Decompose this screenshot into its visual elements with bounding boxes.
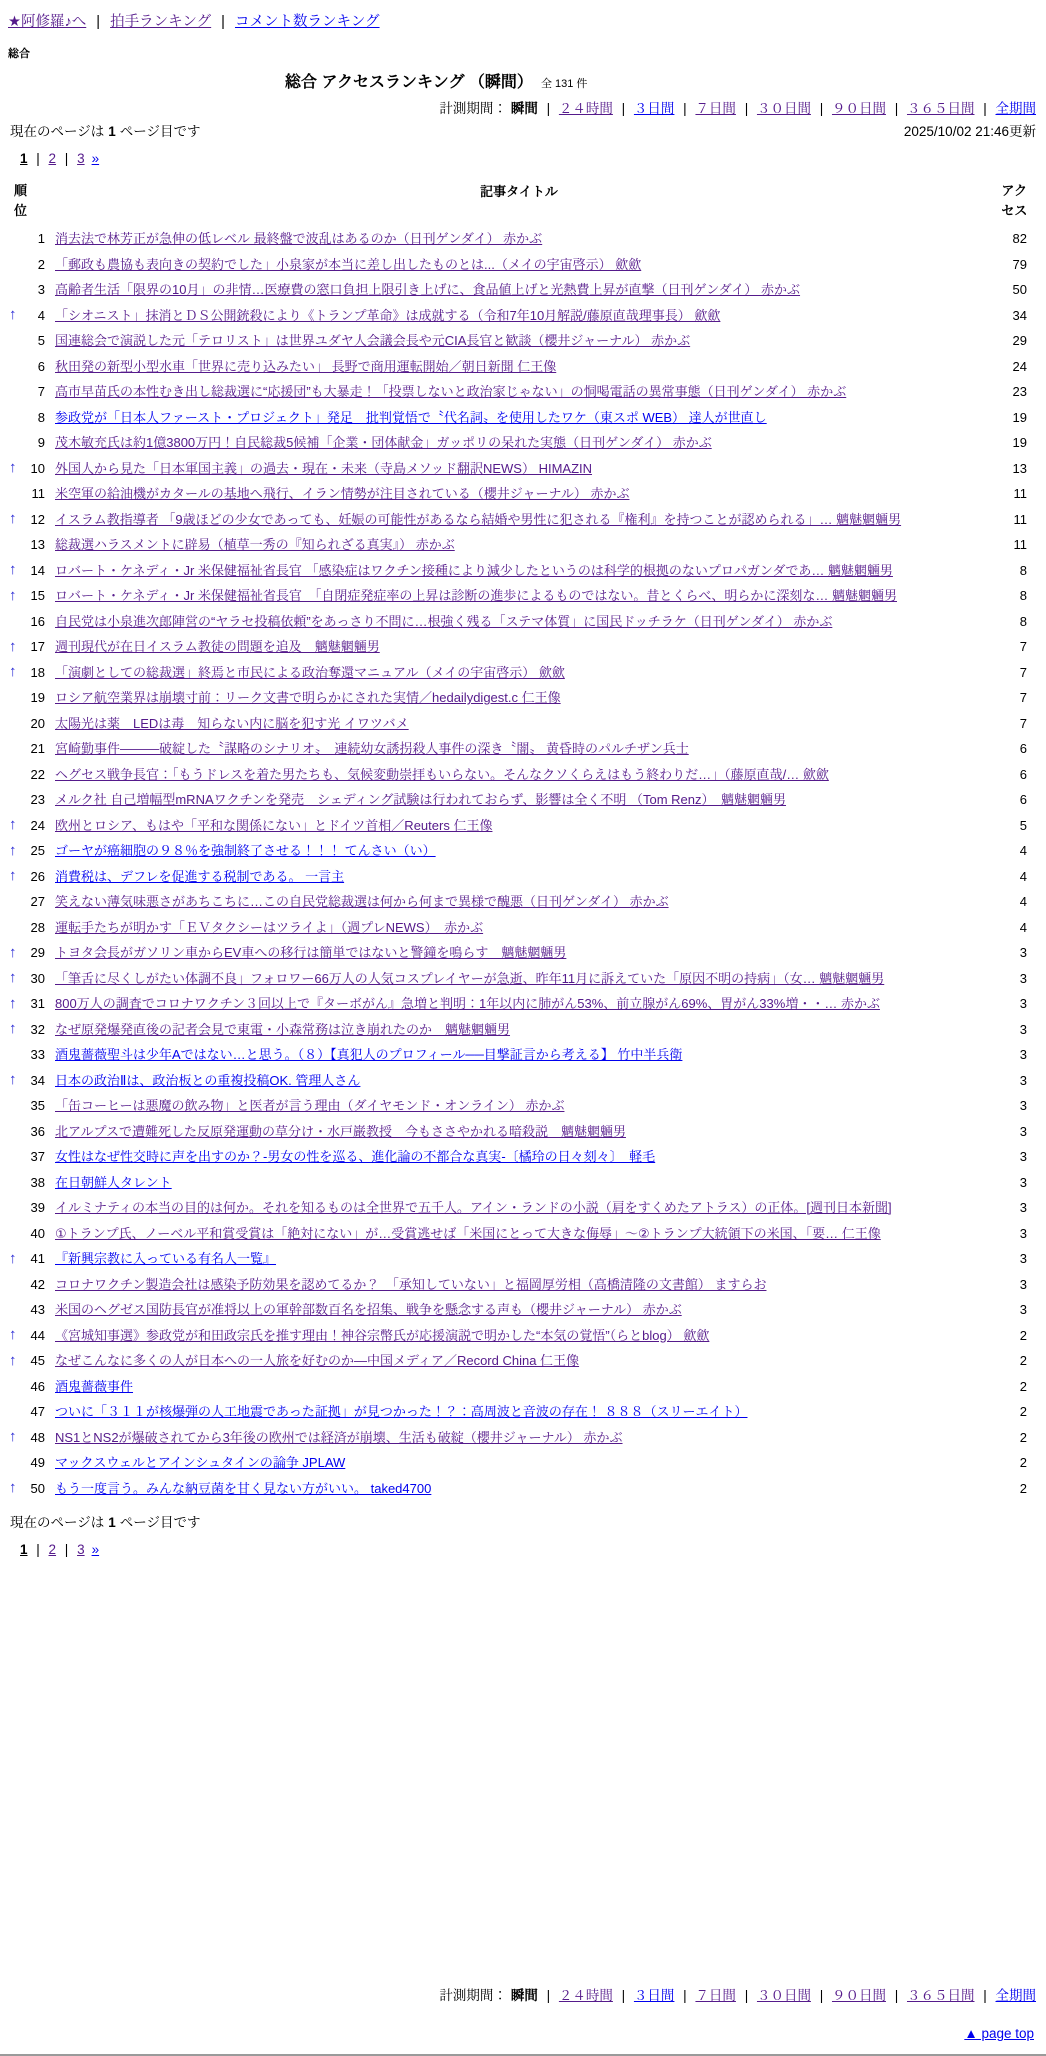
access-count: 3 xyxy=(1019,1200,1027,1216)
separator: | xyxy=(890,1988,902,2003)
rank-up-icon: ↑ xyxy=(9,969,17,987)
page-info-suffix: ページ目です xyxy=(119,124,201,139)
access-count: 3 xyxy=(1019,970,1027,986)
page-title xyxy=(285,69,1038,92)
table-row xyxy=(8,303,1038,329)
rank-number: 50 xyxy=(30,1480,45,1496)
separator: | xyxy=(61,1542,73,1557)
article-link[interactable]: ヘグセス戦争長官：「もうドレスを着た男たちも、気候変動崇拝もいらない。そんなクソくらえはもう終わりだ…」（藤原直哉/… 歛歛 xyxy=(55,766,829,782)
rank-number: 38 xyxy=(30,1174,45,1190)
article-link[interactable]: マックスウェルとアインシュタインの論争 JPLAW xyxy=(55,1455,346,1470)
rank-up-icon: ↑ xyxy=(9,459,17,477)
separator: | xyxy=(32,151,44,166)
rank-number: 9 xyxy=(37,435,45,451)
access-count: 29 xyxy=(1012,333,1027,349)
article-link[interactable]: 「筆舌に尽くしがたい体調不良」フォロワー66万人の人気コスプレイヤーが急逝、昨年11月に訴えていた「原因不明の持病」（女… 魑魅魍魎男 xyxy=(55,970,885,986)
article-link[interactable]: 高市早苗氏の本性むき出し総裁選に“応援団”も大暴走！「投票しないと政治家じゃない」の恫喝電話の異常事態（日刊ゲンダイ） 赤かぶ xyxy=(55,384,847,399)
access-count: 19 xyxy=(1012,409,1027,425)
table-header-row xyxy=(8,178,1038,226)
article-link[interactable]: 欧州とロシア、もはや「平和な関係にない」とドイツ首相／Reuters 仁王像 xyxy=(55,817,493,833)
rank-number: 29 xyxy=(30,945,45,961)
rank-number: 15 xyxy=(30,588,45,604)
table-row xyxy=(8,379,1038,405)
article-link[interactable]: ついに「３１１が核爆弾の人工地震であった証拠」が見つかった！？：高周波と音波の存在！ ８８８（スリーエイト） xyxy=(55,1404,748,1419)
article-link[interactable]: 「演劇としての総裁選」終焉と市民による政治奪還マニュアル（メイの宇宙啓示） 歛歛 xyxy=(55,664,565,680)
access-count: 19 xyxy=(1012,435,1027,451)
separator: | xyxy=(542,1988,554,2003)
rank-number: 41 xyxy=(30,1251,45,1267)
access-count: 3 xyxy=(1019,1225,1027,1241)
article-link[interactable]: 茂木敏充氏は約1億3800万円！自民総裁5候補「企業・団体献金」ガッポリの呆れた実態（日刊ゲンダイ） 赤かぶ xyxy=(55,435,712,450)
access-count: 5 xyxy=(1019,817,1027,833)
page-info-number: 1 xyxy=(108,124,116,139)
table-row xyxy=(8,226,1038,252)
top-nav xyxy=(8,8,1038,31)
access-count: 7 xyxy=(1019,639,1027,655)
table-row xyxy=(8,1425,1038,1451)
article-link[interactable]: 消費税は、デフレを促進する税制である。 一言主 xyxy=(55,868,345,884)
article-link[interactable]: 「シオニスト」抹消とＤＳ公開銃殺により《トランプ革命》は成就する（令和7年10月解説/藤原直哉理事長） 歛歛 xyxy=(55,307,721,323)
rank-up-icon: ↑ xyxy=(9,1020,17,1038)
rank-number: 24 xyxy=(30,817,45,833)
article-link[interactable]: 外国人から見た「日本軍国主義」の過去・現在・未来（寺島メソッド翻訳NEWS） HIMAZIN xyxy=(55,460,593,476)
access-count: 3 xyxy=(1019,1251,1027,1267)
table-row xyxy=(8,1170,1038,1196)
separator: | xyxy=(92,14,105,30)
access-count: 8 xyxy=(1019,613,1027,629)
table-row xyxy=(8,1195,1038,1221)
period-current: 瞬間 xyxy=(510,101,538,116)
access-count: 4 xyxy=(1019,843,1027,859)
rank-up-icon: ↑ xyxy=(9,1071,17,1089)
article-link[interactable]: ①トランプ氏、ノーベル平和賞受賞は「絶対にない」が…受賞逃せば「米国にとって大きな侮辱」～②トランプ大統領下の米国、「要… 仁王像 xyxy=(55,1225,881,1241)
table-row xyxy=(8,711,1038,737)
rank-up-icon: ↑ xyxy=(9,586,17,604)
access-count: 3 xyxy=(1019,1021,1027,1037)
rank-number: 20 xyxy=(30,715,45,731)
table-row xyxy=(8,405,1038,431)
table-row xyxy=(8,1068,1038,1094)
access-count: 3 xyxy=(1019,1174,1027,1190)
rank-number: 28 xyxy=(30,919,45,935)
rank-number: 32 xyxy=(30,1021,45,1037)
table-row xyxy=(8,736,1038,762)
access-count: 11 xyxy=(1013,537,1027,553)
rank-number: 12 xyxy=(30,511,45,527)
separator: | xyxy=(542,101,554,116)
rank-number: 21 xyxy=(30,741,45,757)
access-count: 3 xyxy=(1019,1123,1027,1139)
article-link[interactable]: 週刊現代が在日イスラム教徒の問題を追及 魑魅魍魎男 xyxy=(55,639,380,654)
current-page-info-top xyxy=(10,120,200,140)
access-count: 3 xyxy=(1019,1276,1027,1292)
separator: | xyxy=(32,1542,44,1557)
period-link-３日間[interactable]: ３日間 xyxy=(633,101,675,116)
article-link[interactable]: ロバート・ケネディ・Jr 米保健福祉省長官 「感染症はワクチン接種により減少したというのは科学的根拠のないプロパガンダであ… 魑魅魍魎男 xyxy=(55,562,893,578)
table-row xyxy=(8,915,1038,941)
article-link[interactable]: 『新興宗教に入っている有名人一覧』 xyxy=(55,1251,277,1266)
access-count: 2 xyxy=(1019,1353,1027,1369)
period-link-７日間[interactable]: ７日間 xyxy=(695,101,736,116)
rank-number: 1 xyxy=(37,231,45,247)
pagination-page-2[interactable]: 2 xyxy=(48,1542,57,1557)
article-link[interactable]: コロナワクチン製造会社は感染予防効果を認めてるか？ 「承知していない」と福岡厚労相（高橋清隆の文書館） ますらお xyxy=(55,1276,767,1292)
separator: | xyxy=(979,1988,991,2003)
article-link[interactable]: 運転手たちが明かす「ＥＶタクシーはツライよ」（週プレNEWS） 赤かぶ xyxy=(55,919,484,935)
table-row xyxy=(8,1221,1038,1247)
table-row xyxy=(8,1144,1038,1170)
rank-number: 45 xyxy=(30,1353,45,1369)
period-link-３０日間[interactable]: ３０日間 xyxy=(756,101,811,116)
access-count: 7 xyxy=(1019,690,1027,706)
rank-number: 10 xyxy=(30,460,45,476)
access-count: 79 xyxy=(1012,256,1027,272)
rank-number: 37 xyxy=(30,1149,45,1165)
period-link-９０日間[interactable]: ９０日間 xyxy=(831,1988,886,2003)
rank-up-icon: ↑ xyxy=(9,561,17,579)
rank-up-icon: ↑ xyxy=(9,1479,17,1497)
article-link[interactable]: 参政党が「日本人ファースト・プロジェクト」発足 批判覚悟で〝代名詞〟を使用したワケ（東スポ WEB） 達人が世直し xyxy=(55,409,767,425)
rank-number: 47 xyxy=(30,1404,45,1420)
access-count: 34 xyxy=(1012,307,1027,323)
access-count: 6 xyxy=(1019,741,1027,757)
table-row xyxy=(8,787,1038,813)
separator: | xyxy=(890,101,902,116)
article-link[interactable]: 国連総会で演説した元「テロリスト」は世界ユダヤ人会議会長や元CIA長官と歓談（櫻井ジャーナル） 赤かぶ xyxy=(55,333,691,348)
rank-number: 4 xyxy=(37,307,45,323)
nav-asyura-home[interactable]: ★阿修羅♪へ xyxy=(8,14,87,30)
table-row xyxy=(8,609,1038,635)
table-row xyxy=(8,1093,1038,1119)
access-count: 2 xyxy=(1019,1378,1027,1394)
rank-column-header: 順位 xyxy=(14,183,28,218)
access-count: 4 xyxy=(1019,919,1027,935)
access-count: 3 xyxy=(1019,1047,1027,1063)
period-link-２４時間[interactable]: ２４時間 xyxy=(558,1988,613,2003)
access-count: 82 xyxy=(1012,231,1027,247)
period-link-全期間[interactable]: 全期間 xyxy=(995,1988,1036,2003)
article-link[interactable]: 女性はなぜ性交時に声を出すのか？-男女の性を巡る、進化論の不都合な真実-〔橘玲の日々刻々〕 軽毛 xyxy=(55,1149,656,1164)
access-count: 24 xyxy=(1012,358,1027,374)
separator: | xyxy=(815,1988,827,2003)
pagination-page-3[interactable]: 3 xyxy=(77,1542,85,1557)
access-count: 13 xyxy=(1012,460,1027,476)
nav-clap-ranking[interactable]: 拍手ランキング xyxy=(110,14,212,30)
pagination-top xyxy=(20,151,1038,166)
period-label: 計測期間： xyxy=(439,101,507,116)
table-row xyxy=(8,1476,1038,1502)
rank-number: 35 xyxy=(30,1098,45,1114)
rank-number: 44 xyxy=(30,1327,45,1343)
ranking-table-body xyxy=(8,226,1038,1501)
rank-up-icon: ↑ xyxy=(9,994,17,1012)
article-link[interactable]: トヨタ会長がガソリン車からEV車への移行は簡単ではないと警鐘を鳴らす 魑魅魍魎男 xyxy=(55,945,567,960)
table-row xyxy=(8,1272,1038,1298)
article-link[interactable]: 北アルプスで遭難死した反原発運動の草分け・水戸巌教授 今もささやかれる暗殺説 魑魅魍魎男 xyxy=(55,1123,626,1139)
access-column-header: アクセス xyxy=(1001,183,1028,218)
nav-comment-count-ranking[interactable]: コメント数ランキング xyxy=(234,14,380,30)
table-row xyxy=(8,838,1038,864)
rank-up-icon: ↑ xyxy=(9,1351,17,1369)
table-row xyxy=(8,660,1038,686)
period-link-３日間[interactable]: ３日間 xyxy=(633,1988,675,2003)
separator: | xyxy=(61,151,73,166)
rank-number: 43 xyxy=(30,1302,45,1318)
access-count: 11 xyxy=(1013,486,1027,502)
separator: | xyxy=(679,1988,691,2003)
rank-number: 18 xyxy=(30,664,45,680)
title-column-header: 記事タイトル xyxy=(480,184,558,199)
rank-up-icon: ↑ xyxy=(9,510,17,528)
rank-number: 7 xyxy=(37,384,45,400)
separator: | xyxy=(679,101,691,116)
updated-timestamp: 2025/10/02 21:46更新 xyxy=(903,124,1036,139)
table-row xyxy=(8,252,1038,278)
pagination-current-page: 1 xyxy=(20,1542,28,1557)
page-info-prefix: 現在のページは xyxy=(10,124,105,139)
access-count: 6 xyxy=(1019,792,1027,808)
access-count: 3 xyxy=(1019,1098,1027,1114)
access-count: 4 xyxy=(1019,868,1027,884)
article-link[interactable]: 在日朝鮮人タレント xyxy=(55,1174,172,1190)
table-row xyxy=(8,1399,1038,1425)
rank-number: 22 xyxy=(30,766,45,782)
table-row xyxy=(8,430,1038,456)
rank-up-icon: ↑ xyxy=(9,306,17,324)
rank-up-icon: ↑ xyxy=(9,1428,17,1446)
rank-number: 25 xyxy=(30,843,45,859)
rank-number: 13 xyxy=(30,537,45,553)
period-link-３０日間[interactable]: ３０日間 xyxy=(756,1988,811,2003)
article-link[interactable]: 「郵政も農協も表向きの契約でした」小泉家が本当に差し出したものとは...（メイの宇宙啓示） 歛歛 xyxy=(55,256,642,272)
rank-number: 5 xyxy=(37,333,45,349)
access-count: 2 xyxy=(1019,1429,1027,1445)
rank-up-icon: ↑ xyxy=(9,841,17,859)
period-link-７日間[interactable]: ７日間 xyxy=(695,1988,736,2003)
article-link[interactable]: 酒鬼薔薇聖斗は少年Aではない…と思う。（８）【真犯人のプロフィール──目撃証言から考える】 竹中半兵衛 xyxy=(55,1047,683,1062)
table-row xyxy=(8,1017,1038,1043)
page-top-link[interactable]: ▲ page top xyxy=(964,2026,1034,2041)
article-link[interactable]: 「缶コーヒーは悪魔の飲み物」と医者が言う理由（ダイヤモンド・オンライン） 赤かぶ xyxy=(55,1098,565,1113)
article-link[interactable]: ゴーヤが癌細胞の９８％を強制終了させる！！！ てんさい（い） xyxy=(55,843,436,858)
table-row xyxy=(8,583,1038,609)
article-link[interactable]: 太陽光は薬 LEDは毒 知らない内に脳を犯す光 イワツバメ xyxy=(55,715,409,731)
rank-number: 16 xyxy=(30,613,45,629)
table-row xyxy=(8,1297,1038,1323)
rank-up-icon: ↑ xyxy=(9,663,17,681)
article-link[interactable]: イスラム教指導者 「9歳ほどの少女であっても、妊娠の可能性があるなら結婚や男性に犯される『権利』を持つことが認められる」… 魑魅魍魎男 xyxy=(55,511,902,527)
access-count: 2 xyxy=(1019,1404,1027,1420)
access-count: 23 xyxy=(1012,384,1027,400)
article-link[interactable]: 酒鬼薔薇事件 xyxy=(55,1378,134,1394)
article-link[interactable]: 米空軍の給油機がカタールの基地へ飛行、イラン情勢が注目されている（櫻井ジャーナル） 赤かぶ xyxy=(55,486,630,501)
separator: | xyxy=(617,1988,629,2003)
rank-up-icon: ↑ xyxy=(9,1326,17,1344)
rank-number: 49 xyxy=(30,1455,45,1471)
period-nav-top xyxy=(8,97,1038,117)
article-link[interactable]: 日本の政治Ⅱは、政治板との重複投稿OK. 管理人さん xyxy=(55,1072,361,1088)
access-count: 7 xyxy=(1019,715,1027,731)
article-link[interactable]: もう一度言う。みんな納豆菌を甘く見ない方がいい。 taked4700 xyxy=(55,1480,432,1496)
rank-number: 14 xyxy=(30,562,45,578)
rank-number: 3 xyxy=(37,282,45,298)
period-link-２４時間[interactable]: ２４時間 xyxy=(558,101,613,116)
article-link[interactable]: 米国のヘグゼス国防長官が准将以上の軍幹部数百名を招集、戦争を懸念する声も（櫻井ジャーナル） 赤かぶ xyxy=(55,1302,682,1317)
pagination-bottom xyxy=(20,1542,1038,1557)
table-row xyxy=(8,889,1038,915)
rank-number: 48 xyxy=(30,1429,45,1445)
article-link[interactable]: なぜ原発爆発直後の記者会見で東電・小森常務は泣き崩れたのか 魑魅魍魎男 xyxy=(55,1021,511,1037)
page-top-row xyxy=(8,2026,1038,2054)
page-info-number: 1 xyxy=(108,1515,116,1530)
article-link[interactable]: 高齢者生活「限界の10月」の非情…医療費の窓口負担上限引き上げに、食品値上げと光熱費上昇が直撃（日刊ゲンダイ） 赤かぶ xyxy=(55,282,801,297)
table-row xyxy=(8,685,1038,711)
rank-number: 23 xyxy=(30,792,45,808)
table-row xyxy=(8,864,1038,890)
table-row xyxy=(8,532,1038,558)
article-link[interactable]: 《宮城知事選》参政党が和田政宗氏を推す理由！神谷宗幣氏が応援演説で明かした“本気の覚悟”（らとblog） 歛歛 xyxy=(55,1327,710,1343)
table-row xyxy=(8,991,1038,1017)
article-link[interactable]: 800万人の調査でコロナワクチン３回以上で『ターボがん』急増と判明：1年以内に肺がん53%、前立腺がん69%、胃がん33%増・・… 赤かぶ xyxy=(55,996,880,1011)
page-info-row xyxy=(8,120,1038,140)
rank-up-icon: ↑ xyxy=(9,867,17,885)
access-count: 3 xyxy=(1019,945,1027,961)
article-link[interactable]: 宮崎勤事件―――破綻した〝謀略のシナリオ〟 連続幼女誘拐殺人事件の深き〝闇〟 黄昏時のパルチザン兵士 xyxy=(55,741,689,756)
article-link[interactable]: ロバート・ケネディ・Jr 米保健福祉省長官 「自閉症発症率の上昇は診断の進歩によるものではない。昔とくらべ、明らかに深刻な… 魑魅魍魎男 xyxy=(55,588,897,603)
page-info-suffix: ページ目です xyxy=(119,1515,201,1530)
table-row xyxy=(8,456,1038,482)
table-row xyxy=(8,940,1038,966)
footer xyxy=(8,1979,1038,2054)
rank-number: 46 xyxy=(30,1378,45,1394)
rank-up-icon: ↑ xyxy=(9,637,17,655)
article-link[interactable]: 総裁選ハラスメントに辟易（植草一秀の『知られざる真実』） 赤かぶ xyxy=(55,537,455,552)
rank-number: 36 xyxy=(30,1123,45,1139)
table-row xyxy=(8,1246,1038,1272)
table-row xyxy=(8,507,1038,533)
separator: | xyxy=(815,101,827,116)
rank-up-icon: ↑ xyxy=(9,943,17,961)
rank-number: 6 xyxy=(37,358,45,374)
table-row xyxy=(8,813,1038,839)
rank-number: 34 xyxy=(30,1072,45,1088)
period-link-３６５日間[interactable]: ３６５日間 xyxy=(906,101,975,116)
total-count-badge: 全 131 件 xyxy=(540,78,588,90)
article-link[interactable]: 消去法で林芳正が急伸の低レベル 最終盤で波乱はあるのか（日刊ゲンダイ） 赤かぶ xyxy=(55,231,543,246)
period-current: 瞬間 xyxy=(510,1988,538,2003)
rank-number: 40 xyxy=(30,1225,45,1241)
ranking-table xyxy=(8,178,1038,1501)
rank-number: 42 xyxy=(30,1276,45,1292)
access-count: 8 xyxy=(1019,562,1027,578)
article-link[interactable]: 笑えない薄気味悪さがあちこちに…この自民党総裁選は何から何まで異様で醜悪（日刊ゲンダイ） 赤かぶ xyxy=(55,894,669,909)
article-link[interactable]: 自民党は小泉進次郎陣営の“ヤラセ投稿依頼”をあっさり不問に…根強く残る「ステマ体質」に国民ドッチラケ（日刊ゲンダイ） 赤かぶ xyxy=(55,613,833,629)
period-label: 計測期間： xyxy=(439,1988,507,2003)
access-count: 2 xyxy=(1019,1327,1027,1343)
rank-number: 17 xyxy=(30,639,45,655)
page-info-prefix: 現在のページは xyxy=(10,1515,105,1530)
period-link-３６５日間[interactable]: ３６５日間 xyxy=(906,1988,975,2003)
table-row xyxy=(8,481,1038,507)
current-page-info-bottom xyxy=(10,1511,1038,1531)
table-row xyxy=(8,966,1038,992)
access-count: 7 xyxy=(1019,664,1027,680)
board-label: 総合 xyxy=(8,48,30,60)
access-count: 6 xyxy=(1019,766,1027,782)
rank-number: 2 xyxy=(37,256,45,272)
rank-number: 39 xyxy=(30,1200,45,1216)
article-link[interactable]: NS1とNS2が爆破されてから3年後の欧州では経済が崩壊、生活も破綻（櫻井ジャーナル） 赤かぶ xyxy=(55,1429,623,1445)
access-count: 3 xyxy=(1019,996,1027,1012)
rank-number: 30 xyxy=(30,970,45,986)
access-count: 3 xyxy=(1019,1072,1027,1088)
table-row xyxy=(8,558,1038,584)
table-row xyxy=(8,354,1038,380)
page-title-text: 総合 アクセスランキング （瞬間） xyxy=(285,74,533,91)
article-link[interactable]: メルク社 自己増幅型mRNAワクチンを発売 シェディング試験は行われておらず、影響は全く不明 （Tom Renz） 魑魅魍魎男 xyxy=(55,792,787,807)
article-link[interactable]: なぜこんなに多くの人が日本への一人旅を好むのか―中国メディア／Record China 仁王像 xyxy=(55,1353,580,1368)
access-count: 3 xyxy=(1019,1302,1027,1318)
period-link-全期間[interactable]: 全期間 xyxy=(995,101,1036,116)
access-count: 3 xyxy=(1019,1149,1027,1165)
rank-number: 8 xyxy=(37,409,45,425)
rank-number: 11 xyxy=(31,486,45,502)
separator: | xyxy=(617,101,629,116)
table-row xyxy=(8,328,1038,354)
access-count: 11 xyxy=(1013,511,1027,527)
pagination-page-3[interactable]: 3 xyxy=(77,151,85,166)
table-row xyxy=(8,1042,1038,1068)
table-row xyxy=(8,1323,1038,1349)
article-link[interactable]: ロシア航空業界は崩壊寸前：リーク文書で明らかにされた実情／hedailydigest.c 仁王像 xyxy=(55,690,561,705)
separator: | xyxy=(740,1988,752,2003)
rank-number: 19 xyxy=(30,690,45,706)
pagination-page-2[interactable]: 2 xyxy=(48,151,57,166)
article-link[interactable]: 秋田発の新型小型水車「世界に売り込みたい」 長野で商用運転開始／朝日新聞 仁王像 xyxy=(55,358,557,374)
period-nav-bottom xyxy=(8,1984,1038,2004)
table-row xyxy=(8,762,1038,788)
pagination-current-page: 1 xyxy=(20,151,28,166)
rank-number: 31 xyxy=(30,996,45,1012)
rank-number: 33 xyxy=(30,1047,45,1063)
article-link[interactable]: イルミナティの本当の目的は何か。それを知るものは全世界で五千人。アイン・ランドの小説（肩をすくめたアトラス）の正体。[週刊日本新聞] xyxy=(55,1200,892,1215)
table-row xyxy=(8,1450,1038,1476)
pagination-next[interactable]: » xyxy=(91,1542,100,1557)
pagination-next[interactable]: » xyxy=(91,151,100,166)
period-link-９０日間[interactable]: ９０日間 xyxy=(831,101,886,116)
rank-up-icon: ↑ xyxy=(9,816,17,834)
separator: | xyxy=(217,14,229,30)
rank-up-icon: ↑ xyxy=(9,1249,17,1267)
access-count: 2 xyxy=(1019,1480,1027,1496)
access-count: 50 xyxy=(1012,282,1027,298)
rank-number: 26 xyxy=(30,868,45,884)
table-row xyxy=(8,1348,1038,1374)
access-count: 8 xyxy=(1019,588,1027,604)
rank-number: 27 xyxy=(30,894,45,910)
access-count: 4 xyxy=(1019,894,1027,910)
separator: | xyxy=(740,101,752,116)
table-row xyxy=(8,1119,1038,1145)
table-row xyxy=(8,277,1038,303)
table-row xyxy=(8,634,1038,660)
table-row xyxy=(8,1374,1038,1400)
access-count: 2 xyxy=(1019,1455,1027,1471)
separator: | xyxy=(979,101,991,116)
